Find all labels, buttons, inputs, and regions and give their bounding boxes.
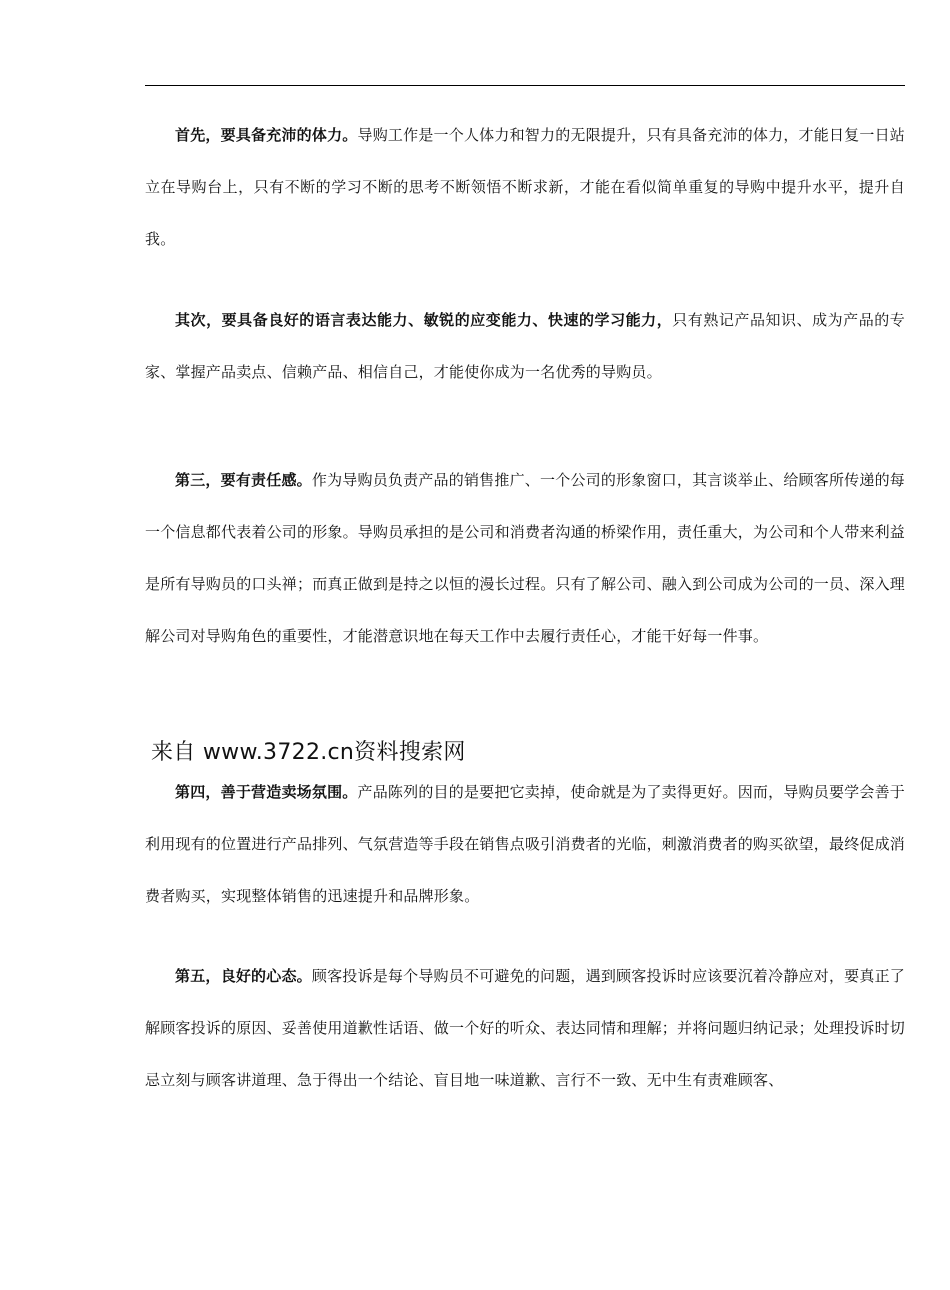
paragraph-heading: 第五，良好的心态。	[175, 967, 312, 985]
watermark-text: 来自 www.3722.cn资料搜索网	[151, 740, 466, 765]
paragraph-communication-skills	[145, 294, 905, 398]
paragraph-body: 作为导购员负责产品的销售推广、一个公司的形象窗口，其言谈举止、给顾客所传递的每一个信息都代表着公司的形象。导购员承担的是公司和消费者沟通的桥梁作用，责任重大，为公司和个人带来利益是所有导购员的口头禅；而真正做到是持之以恒的漫长过程。只有了解公司、融入到公司成为公司的一员、深入理解公司对导购角色的重要性，才能潜意识地在每天工作中去履行责任心，才能干好每一件事。	[145, 471, 906, 645]
paragraph-store-atmosphere	[145, 766, 905, 922]
paragraph-responsibility	[145, 454, 905, 662]
paragraph-body: 顾客投诉是每个导购员不可避免的问题，遇到顾客投诉时应该要沉着冷静应对，要真正了解顾客投诉的原因、妥善使用道歉性话语、做一个好的听众、表达同情和理解；并将问题归纳记录；处理投诉时切忌立刻与顾客讲道理、急于得出一个结论、盲目地一味道歉、言行不一致、无中生有责难顾客、	[145, 967, 906, 1089]
header-rule	[145, 85, 905, 86]
paragraph-heading: 第四，善于营造卖场氛围。	[175, 783, 358, 801]
paragraph-physical-strength	[145, 109, 905, 265]
paragraph-good-attitude	[145, 950, 905, 1106]
paragraph-heading: 其次，要具备良好的语言表达能力、敏锐的应变能力、快速的学习能力，	[175, 311, 673, 329]
paragraph-body: 只有熟记产品知识、成为产品的专家、掌握产品卖点、信赖产品、相信自己，才能使你成为一名优秀的导购员。	[145, 311, 905, 381]
paragraph-heading: 首先，要具备充沛的体力。	[175, 126, 358, 144]
paragraph-heading: 第三，要有责任感。	[175, 471, 312, 489]
paragraph-body: 导购工作是一个人体力和智力的无限提升，只有具备充沛的体力，才能日复一日站立在导购台上，只有不断的学习不断的思考不断领悟不断求新，才能在看似简单重复的导购中提升水平，提升自我。	[145, 126, 905, 248]
paragraph-body: 产品陈列的目的是要把它卖掉，使命就是为了卖得更好。因而，导购员要学会善于利用现有的位置进行产品排列、气氛营造等手段在销售点吸引消费者的光临，刺激消费者的购买欲望，最终促成消费者购买，实现整体销售的迅速提升和品牌形象。	[145, 783, 906, 905]
